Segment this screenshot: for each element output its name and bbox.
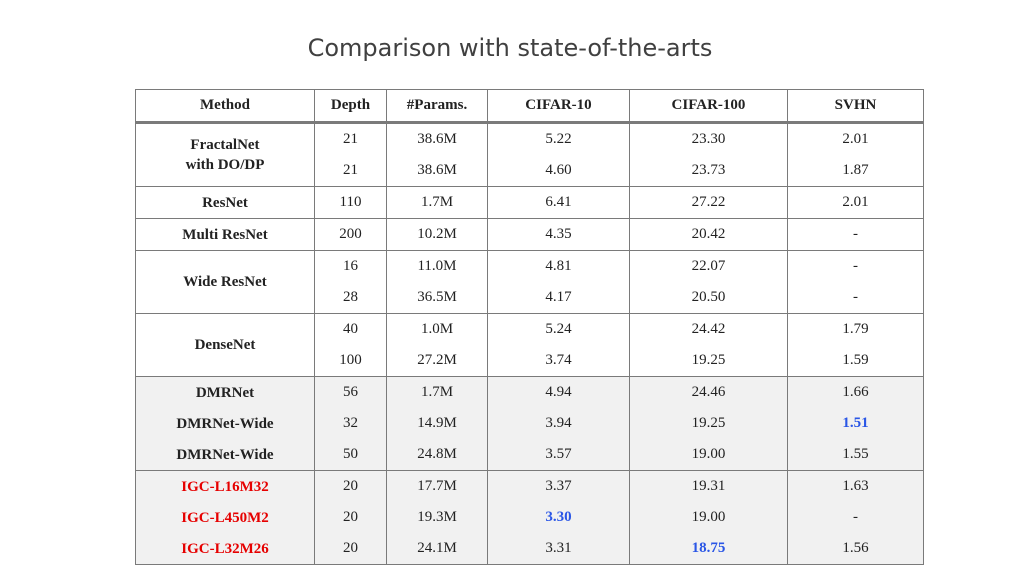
svhn-cell: 1.56 xyxy=(788,533,924,565)
svhn-cell: 1.79 xyxy=(788,314,924,346)
depth-cell: 56 xyxy=(315,377,387,409)
params-cell: 1.0M xyxy=(387,314,488,346)
svhn-cell: 1.55 xyxy=(788,439,924,471)
cifar100-cell: 19.25 xyxy=(630,345,788,377)
depth-cell: 20 xyxy=(315,471,387,503)
cifar10-cell: 3.74 xyxy=(488,345,630,377)
depth-cell: 28 xyxy=(315,282,387,314)
table-row xyxy=(136,408,924,439)
table-header-row xyxy=(136,90,924,123)
svhn-cell: - xyxy=(788,219,924,251)
params-cell: 1.7M xyxy=(387,187,488,219)
table-row xyxy=(136,314,924,346)
depth-cell: 21 xyxy=(315,123,387,156)
method-cell: Wide ResNet xyxy=(136,251,315,314)
header-cifar100: CIFAR-100 xyxy=(630,90,788,123)
cifar10-cell: 5.24 xyxy=(488,314,630,346)
params-cell: 11.0M xyxy=(387,251,488,283)
method-cell: IGC-L16M32 xyxy=(136,471,315,503)
table-row xyxy=(136,219,924,251)
header-cifar10: CIFAR-10 xyxy=(488,90,630,123)
method-cell: IGC-L32M26 xyxy=(136,533,315,565)
table-row xyxy=(136,377,924,409)
svhn-cell: 1.87 xyxy=(788,155,924,187)
cifar100-cell: 27.22 xyxy=(630,187,788,219)
header-params: #Params. xyxy=(387,90,488,123)
method-cell: FractalNet with DO/DP xyxy=(136,123,315,187)
cifar10-cell: 5.22 xyxy=(488,123,630,156)
cifar10-cell: 4.94 xyxy=(488,377,630,409)
depth-cell: 110 xyxy=(315,187,387,219)
method-cell: Multi ResNet xyxy=(136,219,315,251)
cifar100-cell: 19.31 xyxy=(630,471,788,503)
header-depth: Depth xyxy=(315,90,387,123)
method-cell: IGC-L450M2 xyxy=(136,502,315,533)
cifar10-cell-best: 3.30 xyxy=(488,502,630,533)
params-cell: 27.2M xyxy=(387,345,488,377)
cifar100-cell: 23.30 xyxy=(630,123,788,156)
table-row xyxy=(136,502,924,533)
method-cell: DenseNet xyxy=(136,314,315,377)
cifar10-cell: 6.41 xyxy=(488,187,630,219)
params-cell: 36.5M xyxy=(387,282,488,314)
cifar100-cell: 19.00 xyxy=(630,439,788,471)
results-table xyxy=(135,89,924,565)
svhn-cell: 1.66 xyxy=(788,377,924,409)
cifar10-cell: 3.31 xyxy=(488,533,630,565)
depth-cell: 21 xyxy=(315,155,387,187)
params-cell: 38.6M xyxy=(387,123,488,156)
params-cell: 17.7M xyxy=(387,471,488,503)
cifar10-cell: 3.57 xyxy=(488,439,630,471)
cifar100-cell: 24.42 xyxy=(630,314,788,346)
depth-cell: 32 xyxy=(315,408,387,439)
svhn-cell-best: 1.51 xyxy=(788,408,924,439)
method-cell: ResNet xyxy=(136,187,315,219)
svhn-cell: 2.01 xyxy=(788,187,924,219)
cifar100-cell-best: 18.75 xyxy=(630,533,788,565)
params-cell: 38.6M xyxy=(387,155,488,187)
depth-cell: 50 xyxy=(315,439,387,471)
table-row xyxy=(136,439,924,471)
depth-cell: 40 xyxy=(315,314,387,346)
cifar10-cell: 4.81 xyxy=(488,251,630,283)
params-cell: 10.2M xyxy=(387,219,488,251)
svhn-cell: 2.01 xyxy=(788,123,924,156)
depth-cell: 16 xyxy=(315,251,387,283)
svhn-cell: - xyxy=(788,502,924,533)
method-cell: DMRNet-Wide xyxy=(136,439,315,471)
table-row xyxy=(136,251,924,283)
table-row xyxy=(136,123,924,156)
method-cell: DMRNet xyxy=(136,377,315,409)
cifar10-cell: 4.17 xyxy=(488,282,630,314)
header-svhn: SVHN xyxy=(788,90,924,123)
cifar10-cell: 3.37 xyxy=(488,471,630,503)
cifar100-cell: 19.25 xyxy=(630,408,788,439)
table-row xyxy=(136,471,924,503)
params-cell: 1.7M xyxy=(387,377,488,409)
params-cell: 14.9M xyxy=(387,408,488,439)
cifar10-cell: 4.35 xyxy=(488,219,630,251)
cifar100-cell: 20.50 xyxy=(630,282,788,314)
table-row xyxy=(136,187,924,219)
params-cell: 24.1M xyxy=(387,533,488,565)
cifar100-cell: 19.00 xyxy=(630,502,788,533)
cifar100-cell: 23.73 xyxy=(630,155,788,187)
table-row xyxy=(136,533,924,565)
cifar10-cell: 4.60 xyxy=(488,155,630,187)
header-method: Method xyxy=(136,90,315,123)
svhn-cell: - xyxy=(788,251,924,283)
svhn-cell: - xyxy=(788,282,924,314)
depth-cell: 200 xyxy=(315,219,387,251)
method-cell: DMRNet-Wide xyxy=(136,408,315,439)
params-cell: 19.3M xyxy=(387,502,488,533)
params-cell: 24.8M xyxy=(387,439,488,471)
depth-cell: 100 xyxy=(315,345,387,377)
svhn-cell: 1.59 xyxy=(788,345,924,377)
slide-title: Comparison with state-of-the-arts xyxy=(307,34,713,62)
cifar100-cell: 22.07 xyxy=(630,251,788,283)
depth-cell: 20 xyxy=(315,502,387,533)
cifar100-cell: 20.42 xyxy=(630,219,788,251)
svhn-cell: 1.63 xyxy=(788,471,924,503)
cifar10-cell: 3.94 xyxy=(488,408,630,439)
depth-cell: 20 xyxy=(315,533,387,565)
cifar100-cell: 24.46 xyxy=(630,377,788,409)
